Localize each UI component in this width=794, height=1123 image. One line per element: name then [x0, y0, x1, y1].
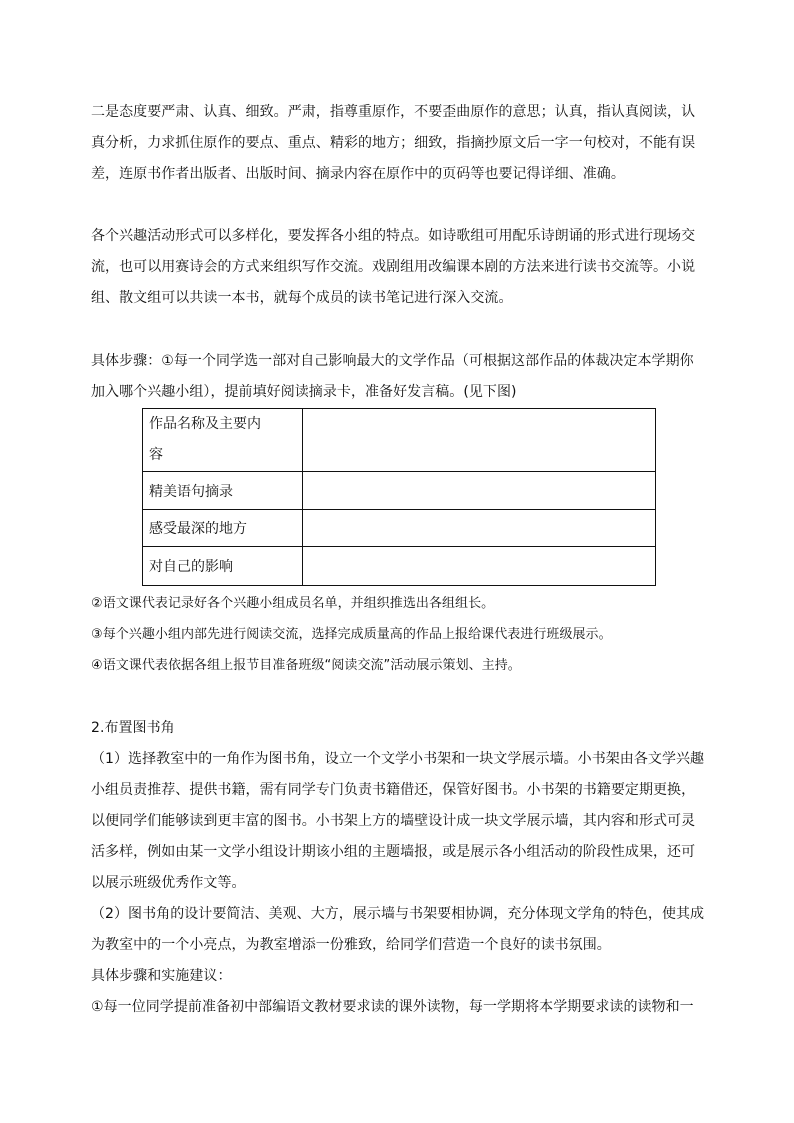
text-line: 小组员责推荐、提供书籍，需有同学专门负责书籍借还，保管好图书。小书架的书籍要定期更换， [91, 782, 696, 798]
text-line: 以展示班级优秀作文等。 [91, 875, 246, 891]
table-cell-value [303, 510, 656, 547]
section-heading: 2.布置图书角 [91, 720, 175, 736]
text-line: ③每个兴趣小组内部先进行阅读交流，选择完成质量高的作品上报给课代表进行班级展示。 [91, 627, 612, 642]
table-cell-label: 精美语句摘录 [143, 472, 303, 510]
section-2 [91, 713, 711, 1023]
table-cell-label [143, 409, 303, 472]
text-line: 二是态度要严肃、认真、细致。严肃，指尊重原作，不要歪曲原作的意思；认真，指认真阅读，认 [91, 104, 696, 120]
text-line: ①每一位同学提前准备初中部编语文教材要求读的课外读物，每一学期将本学期要求读的读物和一 [91, 999, 694, 1015]
label-line: 容 [149, 447, 163, 463]
text-line: 流，也可以用赛诗会的方式来组织写作交流。戏剧组用改编课本剧的方法来进行读书交流等。小说 [91, 259, 696, 275]
text-line: 具体步骤和实施建议： [91, 968, 232, 984]
text-line: 加入哪个兴趣小组），提前填好阅读摘录卡，准备好发言稿。(见下图) [91, 384, 517, 400]
text-line: 以便同学们能够读到更丰富的图书。小书架上方的墙壁设计成一块文学展示墙，其内容和形式可灵 [91, 813, 696, 829]
reading-card-table [142, 408, 656, 586]
steps-intro-paragraph [91, 346, 711, 408]
text-line: （1）选择教室中的一角作为图书角，设立一个文学小书架和一块文学展示墙。小书架由各文学兴趣 [91, 751, 705, 767]
text-line: 差，连原书作者出版者、出版时间、摘录内容在原作中的页码等也要记得详细、准确。 [91, 166, 625, 182]
text-line: 真分析，力求抓住原作的要点、重点、精彩的地方；细致，指摘抄原文后一字一句校对，不能有误 [91, 135, 696, 151]
table-cell-value [303, 547, 656, 586]
text-line: 组、散文组可以共读一本书，就每个成员的读书笔记进行深入交流。 [91, 290, 513, 306]
steps-more-paragraph [91, 588, 711, 681]
table-cell-value [303, 409, 656, 472]
activities-paragraph [91, 221, 711, 314]
attitude-paragraph [91, 97, 711, 190]
table-cell-label: 感受最深的地方 [143, 510, 303, 547]
text-line: 具体步骤：①每一个同学选一部对自己影响最大的文学作品（可根据这部作品的体裁决定本学期你 [91, 353, 694, 369]
table-row [143, 510, 656, 547]
label-line: 作品名称及主要内 [149, 416, 261, 432]
text-line: 活多样，例如由某一文学小组设计期该小组的主题墙报，或是展示各小组活动的阶段性成果，还可 [91, 844, 696, 860]
table-row [143, 547, 656, 586]
text-line: （2）图书角的设计要简洁、美观、大方，展示墙与书架要相协调，充分体现文学角的特色，使其成 [91, 906, 705, 922]
table-row [143, 409, 656, 472]
text-line: 为教室中的一个小亮点，为教室增添一份雅致，给同学们营造一个良好的读书氛围。 [91, 937, 611, 953]
table-row [143, 472, 656, 510]
text-line: ④语文课代表依据各组上报节目准备班级“阅读交流”活动展示策划、主持。 [91, 658, 521, 673]
table-cell-label: 对自己的影响 [143, 547, 303, 586]
table-cell-value [303, 472, 656, 510]
text-line: 各个兴趣活动形式可以多样化，要发挥各小组的特点。如诗歌组可用配乐诗朗诵的形式进行现场交 [91, 228, 696, 244]
text-line: ②语文课代表记录好各个兴趣小组成员名单，并组织推选出各组组长。 [91, 596, 495, 611]
